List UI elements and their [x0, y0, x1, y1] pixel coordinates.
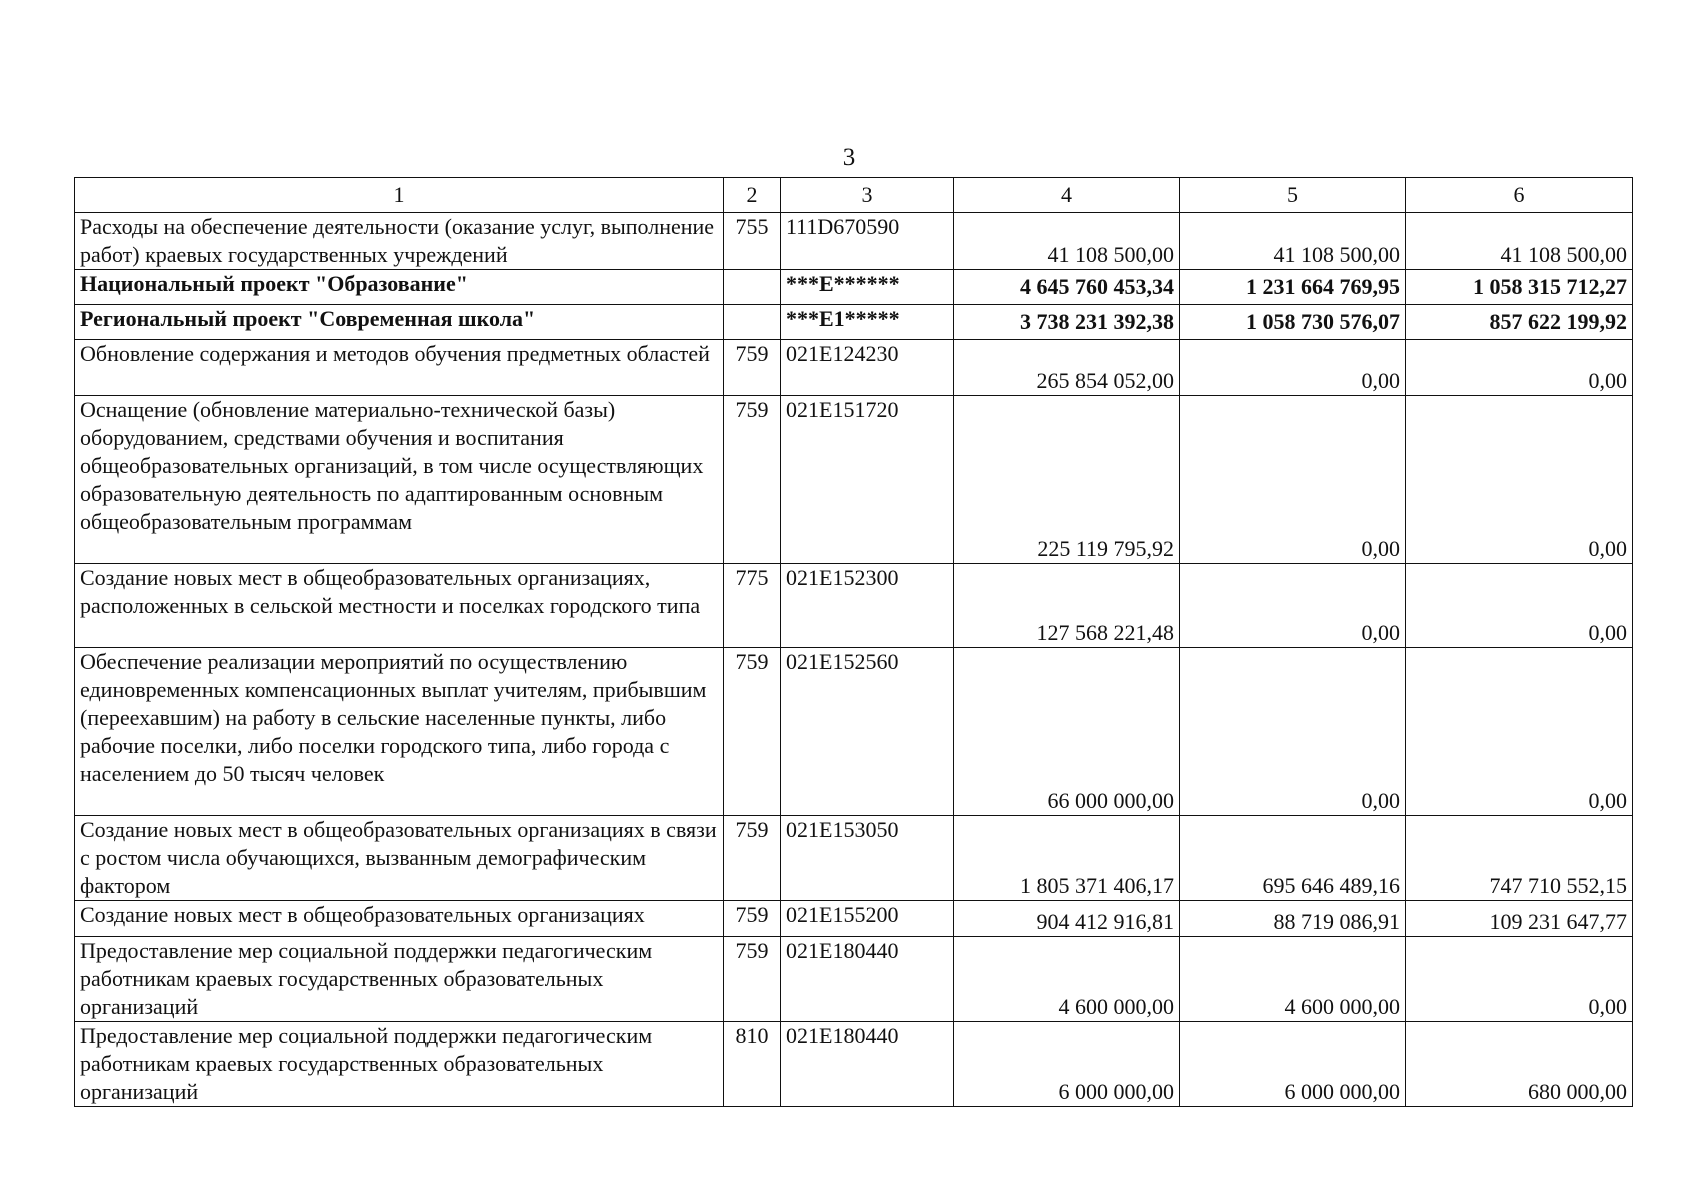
column-header-3: 3: [781, 178, 954, 213]
row-target-code: 021E151720: [781, 396, 954, 564]
row-target-code: 021E124230: [781, 340, 954, 396]
table-row: [75, 564, 1633, 648]
row-amount-col6: 680 000,00: [1406, 1022, 1633, 1107]
row-name: Региональный проект "Современная школа": [75, 305, 724, 340]
row-amount-col5: 6 000 000,00: [1180, 1022, 1406, 1107]
column-header-4: 4: [954, 178, 1180, 213]
row-amount-col6: 0,00: [1406, 937, 1633, 1022]
table-row: [75, 340, 1633, 396]
row-target-code: 021E155200: [781, 901, 954, 937]
row-name: Национальный проект "Образование": [75, 270, 724, 305]
row-amount-col5: 0,00: [1180, 648, 1406, 816]
row-amount-col4: 1 805 371 406,17: [954, 816, 1180, 901]
row-name: Обеспечение реализации мероприятий по осуществлению единовременных компенсационных выплат учителям, прибывшим (переехавшим) на работу в сельские населенные пункты, либо рабочие поселки, либо поселки городского типа, либо города с населением до 50 тысяч человек: [75, 648, 724, 816]
row-amount-col5: 695 646 489,16: [1180, 816, 1406, 901]
row-code: 759: [724, 648, 781, 816]
row-code: 775: [724, 564, 781, 648]
row-code: 759: [724, 937, 781, 1022]
row-name: Предоставление мер социальной поддержки педагогическим работникам краевых государственных образовательных организаций: [75, 937, 724, 1022]
page-number: 3: [842, 144, 856, 171]
row-name: Обновление содержания и методов обучения предметных областей: [75, 340, 724, 396]
row-amount-col5: 1 058 730 576,07: [1180, 305, 1406, 340]
row-amount-col5: 88 719 086,91: [1180, 901, 1406, 937]
row-amount-col5: 41 108 500,00: [1180, 213, 1406, 270]
table-header-row: [75, 178, 1633, 213]
row-amount-col6: 0,00: [1406, 648, 1633, 816]
row-amount-col4: 265 854 052,00: [954, 340, 1180, 396]
row-amount-col6: 0,00: [1406, 564, 1633, 648]
row-target-code: 111D670590: [781, 213, 954, 270]
row-amount-col4: 225 119 795,92: [954, 396, 1180, 564]
row-amount-col5: 1 231 664 769,95: [1180, 270, 1406, 305]
row-amount-col6: 41 108 500,00: [1406, 213, 1633, 270]
table-row: [75, 901, 1633, 937]
row-amount-col5: 0,00: [1180, 396, 1406, 564]
table-row-national-project: [75, 270, 1633, 305]
row-amount-col4: 4 600 000,00: [954, 937, 1180, 1022]
row-amount-col4: 904 412 916,81: [954, 901, 1180, 937]
budget-table: [74, 177, 1633, 1107]
row-code: 759: [724, 901, 781, 937]
row-name: Оснащение (обновление материально-технической базы) оборудованием, средствами обучения и воспитания общеобразовательных организаций, в том числе осуществляющих образовательную деятельность по адаптированным основным общеобразовательным программам: [75, 396, 724, 564]
table-row: [75, 816, 1633, 901]
row-amount-col6: 1 058 315 712,27: [1406, 270, 1633, 305]
table-row-regional-project: [75, 305, 1633, 340]
table-row: [75, 396, 1633, 564]
row-target-code: 021E180440: [781, 1022, 954, 1107]
row-amount-col5: 0,00: [1180, 340, 1406, 396]
row-amount-col6: 109 231 647,77: [1406, 901, 1633, 937]
row-target-code: 021E153050: [781, 816, 954, 901]
row-target-code: ***E1*****: [781, 305, 954, 340]
row-code: 810: [724, 1022, 781, 1107]
row-amount-col5: 4 600 000,00: [1180, 937, 1406, 1022]
row-amount-col6: 857 622 199,92: [1406, 305, 1633, 340]
row-name: Предоставление мер социальной поддержки педагогическим работникам краевых государственных образовательных организаций: [75, 1022, 724, 1107]
row-code: [724, 305, 781, 340]
column-header-2: 2: [724, 178, 781, 213]
row-code: 759: [724, 340, 781, 396]
row-code: 759: [724, 816, 781, 901]
row-amount-col6: 0,00: [1406, 396, 1633, 564]
row-name: Расходы на обеспечение деятельности (оказание услуг, выполнение работ) краевых государственных учреждений: [75, 213, 724, 270]
row-target-code: ***E******: [781, 270, 954, 305]
row-amount-col4: 3 738 231 392,38: [954, 305, 1180, 340]
row-name: Создание новых мест в общеобразовательных организациях: [75, 901, 724, 937]
row-code: 755: [724, 213, 781, 270]
table-row: [75, 213, 1633, 270]
row-name: Создание новых мест в общеобразовательных организациях, расположенных в сельской местности и поселках городского типа: [75, 564, 724, 648]
row-amount-col4: 127 568 221,48: [954, 564, 1180, 648]
row-amount-col4: 66 000 000,00: [954, 648, 1180, 816]
row-target-code: 021E152560: [781, 648, 954, 816]
column-header-5: 5: [1180, 178, 1406, 213]
row-amount-col4: 4 645 760 453,34: [954, 270, 1180, 305]
row-name: Создание новых мест в общеобразовательных организациях в связи с ростом числа обучающихся, вызванным демографическим фактором: [75, 816, 724, 901]
row-target-code: 021E180440: [781, 937, 954, 1022]
row-amount-col6: 747 710 552,15: [1406, 816, 1633, 901]
row-amount-col4: 41 108 500,00: [954, 213, 1180, 270]
row-target-code: 021E152300: [781, 564, 954, 648]
row-code: [724, 270, 781, 305]
table-row: [75, 937, 1633, 1022]
row-code: 759: [724, 396, 781, 564]
row-amount-col6: 0,00: [1406, 340, 1633, 396]
column-header-1: 1: [75, 178, 724, 213]
row-amount-col4: 6 000 000,00: [954, 1022, 1180, 1107]
table-row: [75, 1022, 1633, 1107]
column-header-6: 6: [1406, 178, 1633, 213]
table-row: [75, 648, 1633, 816]
row-amount-col5: 0,00: [1180, 564, 1406, 648]
